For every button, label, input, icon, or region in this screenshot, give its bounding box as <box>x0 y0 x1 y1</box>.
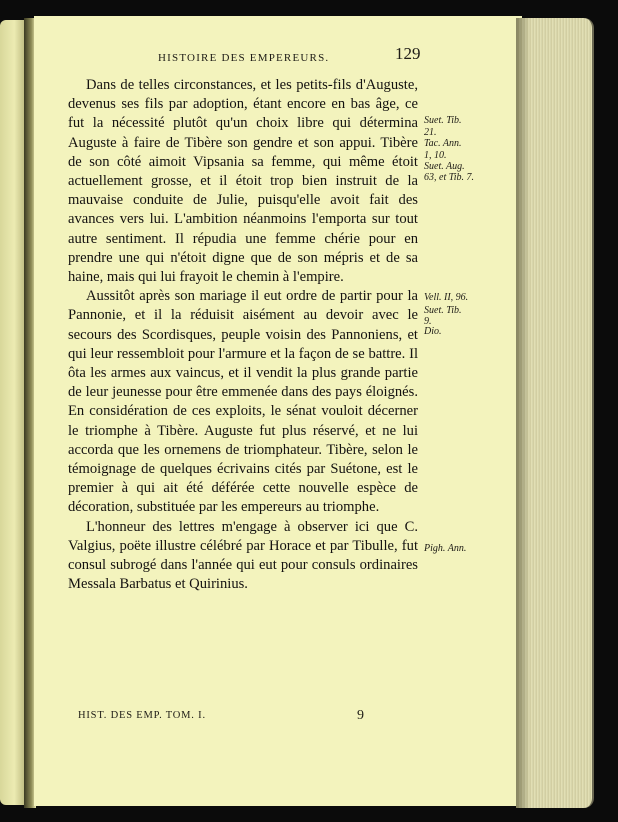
page-block-edges <box>516 18 594 808</box>
margin-note: 9. <box>424 316 432 327</box>
signature-mark: HIST. DES EMP. TOM. I. <box>78 710 206 721</box>
margin-note: 21. <box>424 127 437 138</box>
margin-note: Suet. Tib. <box>424 115 462 126</box>
page-number: 129 <box>395 44 421 63</box>
margin-note: Pigh. Ann. <box>424 543 467 554</box>
margin-note: Suet. Aug. <box>424 161 465 172</box>
margin-note: 63, et Tib. 7. <box>424 172 475 183</box>
paragraph-1: Dans de telles circonstances, et les petits-fils d'Auguste, devenus ses fils par adoption, étant encore en bas âge, ce fut la nécessité plutôt qu'un choix libre qui détermina Auguste à faire de Tibère son gendre et son appui. Tibère de son côté aimoit Vipsania sa femme, qui même étoit actuellement grosse, et il étoit trop bien instruit de la mauvaise conduite de Julie, puisqu'elle avoit fait des avances vers lui. L'ambition néanmoins l'emporta sur tout autre sentiment. Il répudia une femme chérie pour en prendre une qui n'étoit digne que de son mépris et de sa haine, mais qui lui frayoit le chemin à l'empire. <box>68 77 418 286</box>
paragraph-3: L'honneur des lettres m'engage à observer ici que C. Valgius, poëte illustre célébré par Horace et par Tibulle, fut consul subrogé dans l'année qui eut pour consuls ordinaires Messala Barbatus et Quirinius. <box>68 518 418 593</box>
running-head: HISTOIRE DES EMPEREURS. <box>158 52 330 64</box>
margin-note: Tac. Ann. <box>424 138 462 149</box>
margin-note: 1, 10. <box>424 150 447 161</box>
paragraph-2: Aussitôt après son mariage il eut ordre de partir pour la Pannonie, et il la réduisit aisément au devoir avec le secours des Scordisques, peuple voisin des Pannoniens, et qui leur ressembloit pour l'armure et la façon de se battre. Il ôta les armes aux vaincus, et il vendit la plus grande partie de leur jeunesse pour être emmenée dans des pays éloignés. En considération de ces exploits, le sénat vouloit décerner le triomphe à Tibère. Auguste fut plus réservé, et ne lui accorda que les ornemens de triomphateur. Tibère, selon le témoignage de quelques écrivains cités par Suétone, est le premier à qui ait été déférée cette nouvelle espèce de décoration, substituée par les empereurs au triomphe. <box>68 288 418 516</box>
margin-note: Dio. <box>424 326 442 337</box>
previous-page-edge <box>0 20 26 805</box>
body-text <box>68 76 418 594</box>
margin-note: Vell. II, 96. <box>424 292 469 303</box>
margin-note: Suet. Tib. <box>424 305 462 316</box>
signature-number: 9 <box>357 708 364 723</box>
